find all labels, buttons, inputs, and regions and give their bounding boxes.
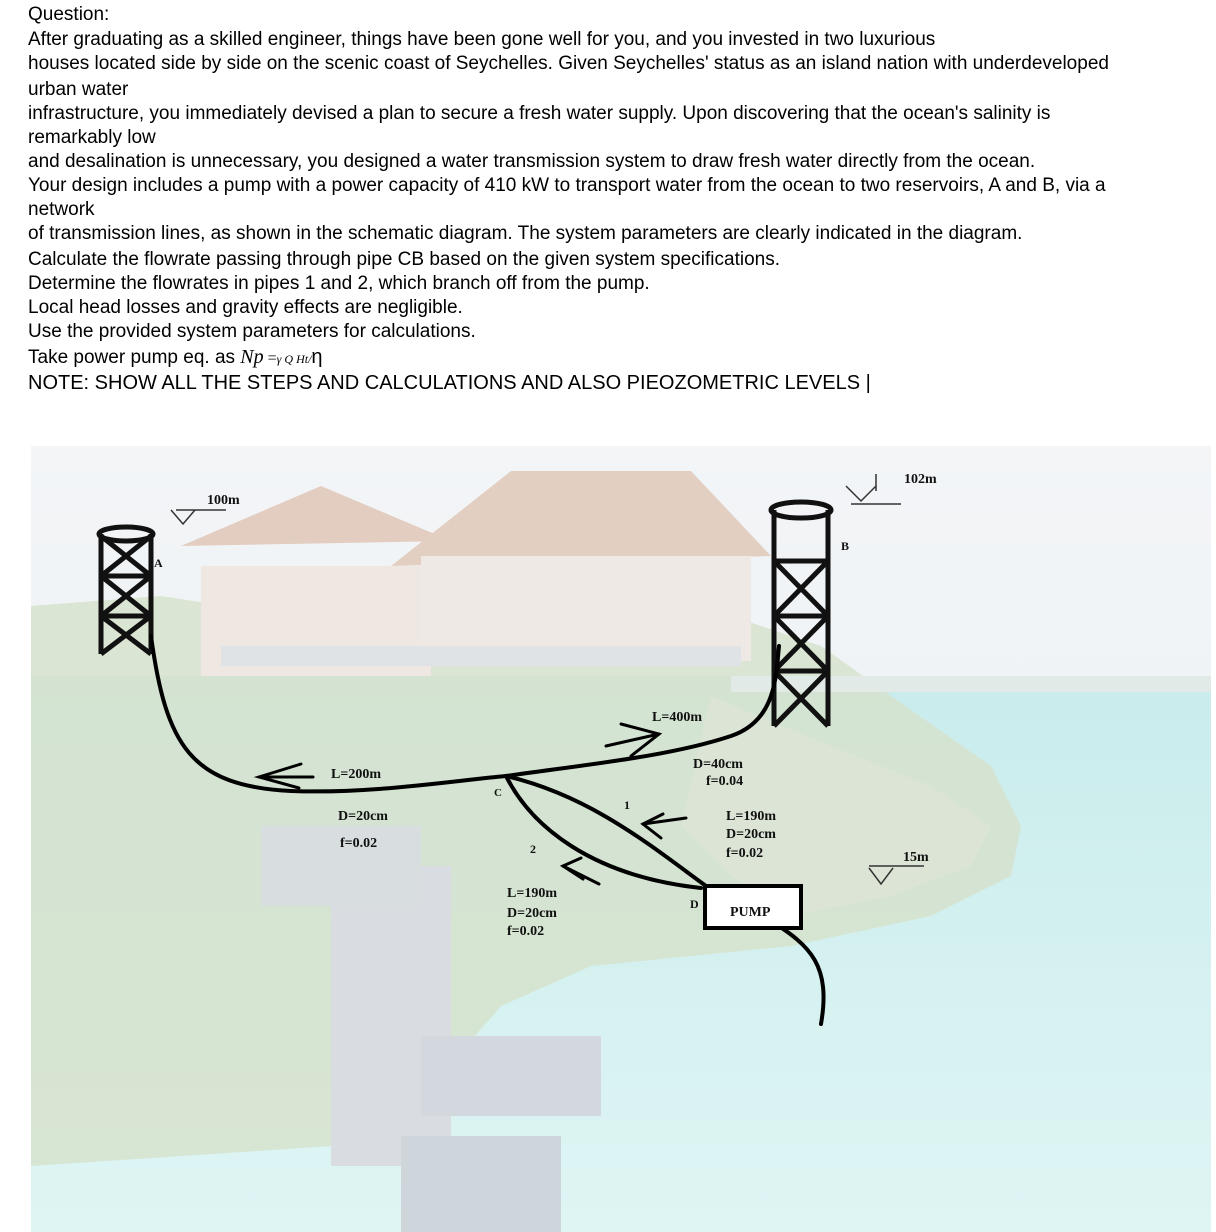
pipe-2-length: L=190m xyxy=(507,886,557,901)
equation-equals: = xyxy=(263,350,277,367)
reservoir-b-label: B xyxy=(841,539,850,553)
equation-slash: / xyxy=(308,352,312,366)
question-line: After graduating as a skilled engineer, things have been gone well for you, and you invested in two luxurious xyxy=(28,29,936,50)
reservoir-a-label: A xyxy=(154,556,163,570)
pump-label: PUMP xyxy=(730,905,771,920)
question-line: and desalination is unnecessary, you designed a water transmission system to draw fresh water directly from the ocean. xyxy=(28,151,1036,172)
question-line: Determine the flowrates in pipes 1 and 2, which branch off from the pump. xyxy=(28,273,650,294)
question-heading: Question: xyxy=(28,4,110,25)
pipe-cb-friction: f=0.04 xyxy=(706,774,744,789)
pipe-ca-diameter: D=20cm xyxy=(338,809,388,824)
reservoir-a-elevation: 100m xyxy=(207,493,240,508)
question-line: urban water xyxy=(28,79,129,100)
equation-eta: η xyxy=(311,346,323,368)
question-line: network xyxy=(28,199,95,220)
pipe-1-friction: f=0.02 xyxy=(726,846,764,861)
pipe-1-length: L=190m xyxy=(726,809,776,824)
background-photo xyxy=(31,446,1211,1232)
question-line: Use the provided system parameters for calculations. xyxy=(28,321,476,342)
pipe-1-number: 1 xyxy=(624,798,630,812)
pump-power-equation xyxy=(28,346,323,370)
reservoir-b-elevation: 102m xyxy=(904,472,937,487)
pipe-ca-length: L=200m xyxy=(331,767,381,782)
question-line: Local head losses and gravity effects are negligible. xyxy=(28,297,463,318)
pipe-2-number: 2 xyxy=(530,842,536,856)
junction-c-label: C xyxy=(494,787,502,799)
question-line: Calculate the flowrate passing through pipe CB based on the given system specifications. xyxy=(28,249,780,270)
equation-np: Np xyxy=(240,346,264,368)
junction-d-label: D xyxy=(690,897,699,911)
pipe-2-diameter: D=20cm xyxy=(507,906,557,921)
pipe-network-diagram xyxy=(31,446,1211,1232)
pipe-ca-friction: f=0.02 xyxy=(340,836,378,851)
question-line: remarkably low xyxy=(28,127,156,148)
equation-rest: γ Q Ht xyxy=(276,352,309,366)
question-line: of transmission lines, as shown in the schematic diagram. The system parameters are clearly indicated in the diagram. xyxy=(28,223,1023,244)
note-text: NOTE: SHOW ALL THE STEPS AND CALCULATIONS AND ALSO PIEOZOMETRIC LEVELS | xyxy=(28,372,871,394)
pipe-2-friction: f=0.02 xyxy=(507,924,545,939)
pipe-cb-diameter: D=40cm xyxy=(693,757,743,772)
pipe-1-diameter: D=20cm xyxy=(726,827,776,842)
question-line: infrastructure, you immediately devised a plan to secure a fresh water supply. Upon discovering that the ocean's salinity is xyxy=(28,103,1051,124)
equation-prefix: Take power pump eq. as xyxy=(28,347,241,368)
question-line: houses located side by side on the scenic coast of Seychelles. Given Seychelles' status as an island nation with underdeveloped xyxy=(28,53,1109,74)
pipe-cb-length: L=400m xyxy=(652,710,702,725)
question-line: Your design includes a pump with a power capacity of 410 kW to transport water from the ocean to two reservoirs, A and B, via a xyxy=(28,175,1106,196)
pump-elevation: 15m xyxy=(903,850,929,865)
